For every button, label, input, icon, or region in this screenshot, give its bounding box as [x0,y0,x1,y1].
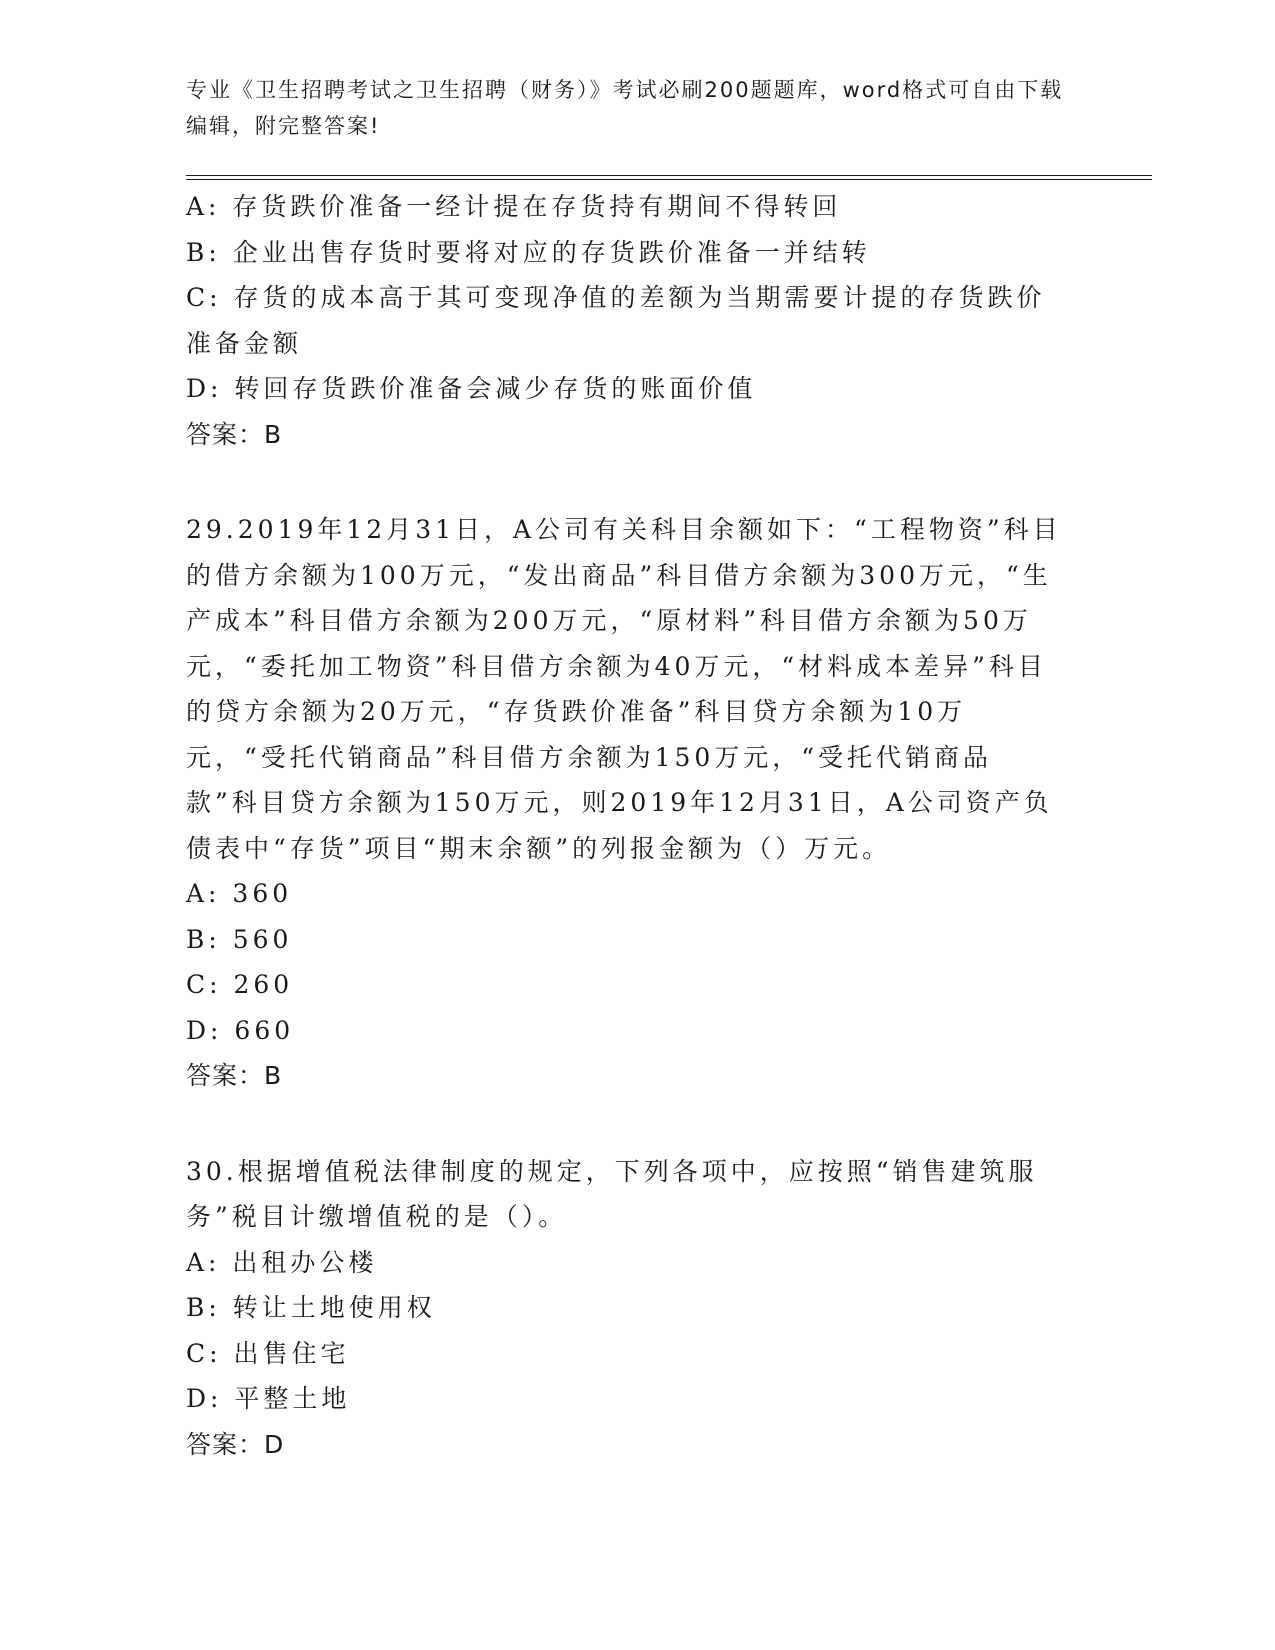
option-b: B: 560 [186,924,293,954]
option-b: B: 企业出售存货时要将对应的存货跌价准备一并结转 [186,237,871,267]
document-page [186,72,1166,1467]
option-a: A: 存货跌价准备一经计提在存货持有期间不得转回 [186,192,842,221]
answer: 答案：D [186,1429,285,1459]
question-stem: 30.根据增值税法律制度的规定，下列各项中，应按照“销售建筑服务”税目计缴增值税的是（）。 [186,1156,1038,1231]
header-divider [186,175,1152,180]
document-header: 专业《卫生招聘考试之卫生招聘（财务）》考试必刷200题题库，word格式可自由下载编辑，附完整答案! [186,78,1064,138]
answer: 答案：B [186,1061,283,1090]
option-d: D: 转回存货跌价准备会减少存货的账面价值 [186,374,757,403]
option-c: C: 260 [186,970,294,999]
question-stem: 29.2019年12月31日，A公司有关科目余额如下：“工程物资”科目的借方余额为100万元，“发出商品”科目借方余额为300万元，“生产成本”科目借方余额为200万元，“原材料”科目借方余额为50万元，“委托加工物资”科目借方余额为40万元，“材料成本差异”科目的贷方余额为20万元，“存货跌价准备”科目贷方余额为10万元，“受托代销商品”科目借方余额为150万元，“受托代销商品款”科目贷方余额为150万元，则2019年12月31日，A公司资产负债表中“存货”项目“期末余额”的列报金额为（）万元。 [186,515,1062,863]
answer: 答案：B [186,419,283,449]
option-d: D: 660 [186,1015,295,1045]
option-c: C: 存货的成本高于其可变现净值的差额为当期需要计提的存货跌价准备金额 [186,283,1046,358]
option-a: A: 出租办公楼 [186,1247,378,1277]
option-b: B: 转让土地使用权 [186,1293,436,1322]
question-30 [186,1149,1066,1468]
option-a: A: 360 [186,879,293,908]
option-c: C: 出售住宅 [186,1338,350,1368]
question-29 [186,507,1066,1099]
question-28-continued [186,184,1066,457]
option-d: D: 平整土地 [186,1384,351,1413]
